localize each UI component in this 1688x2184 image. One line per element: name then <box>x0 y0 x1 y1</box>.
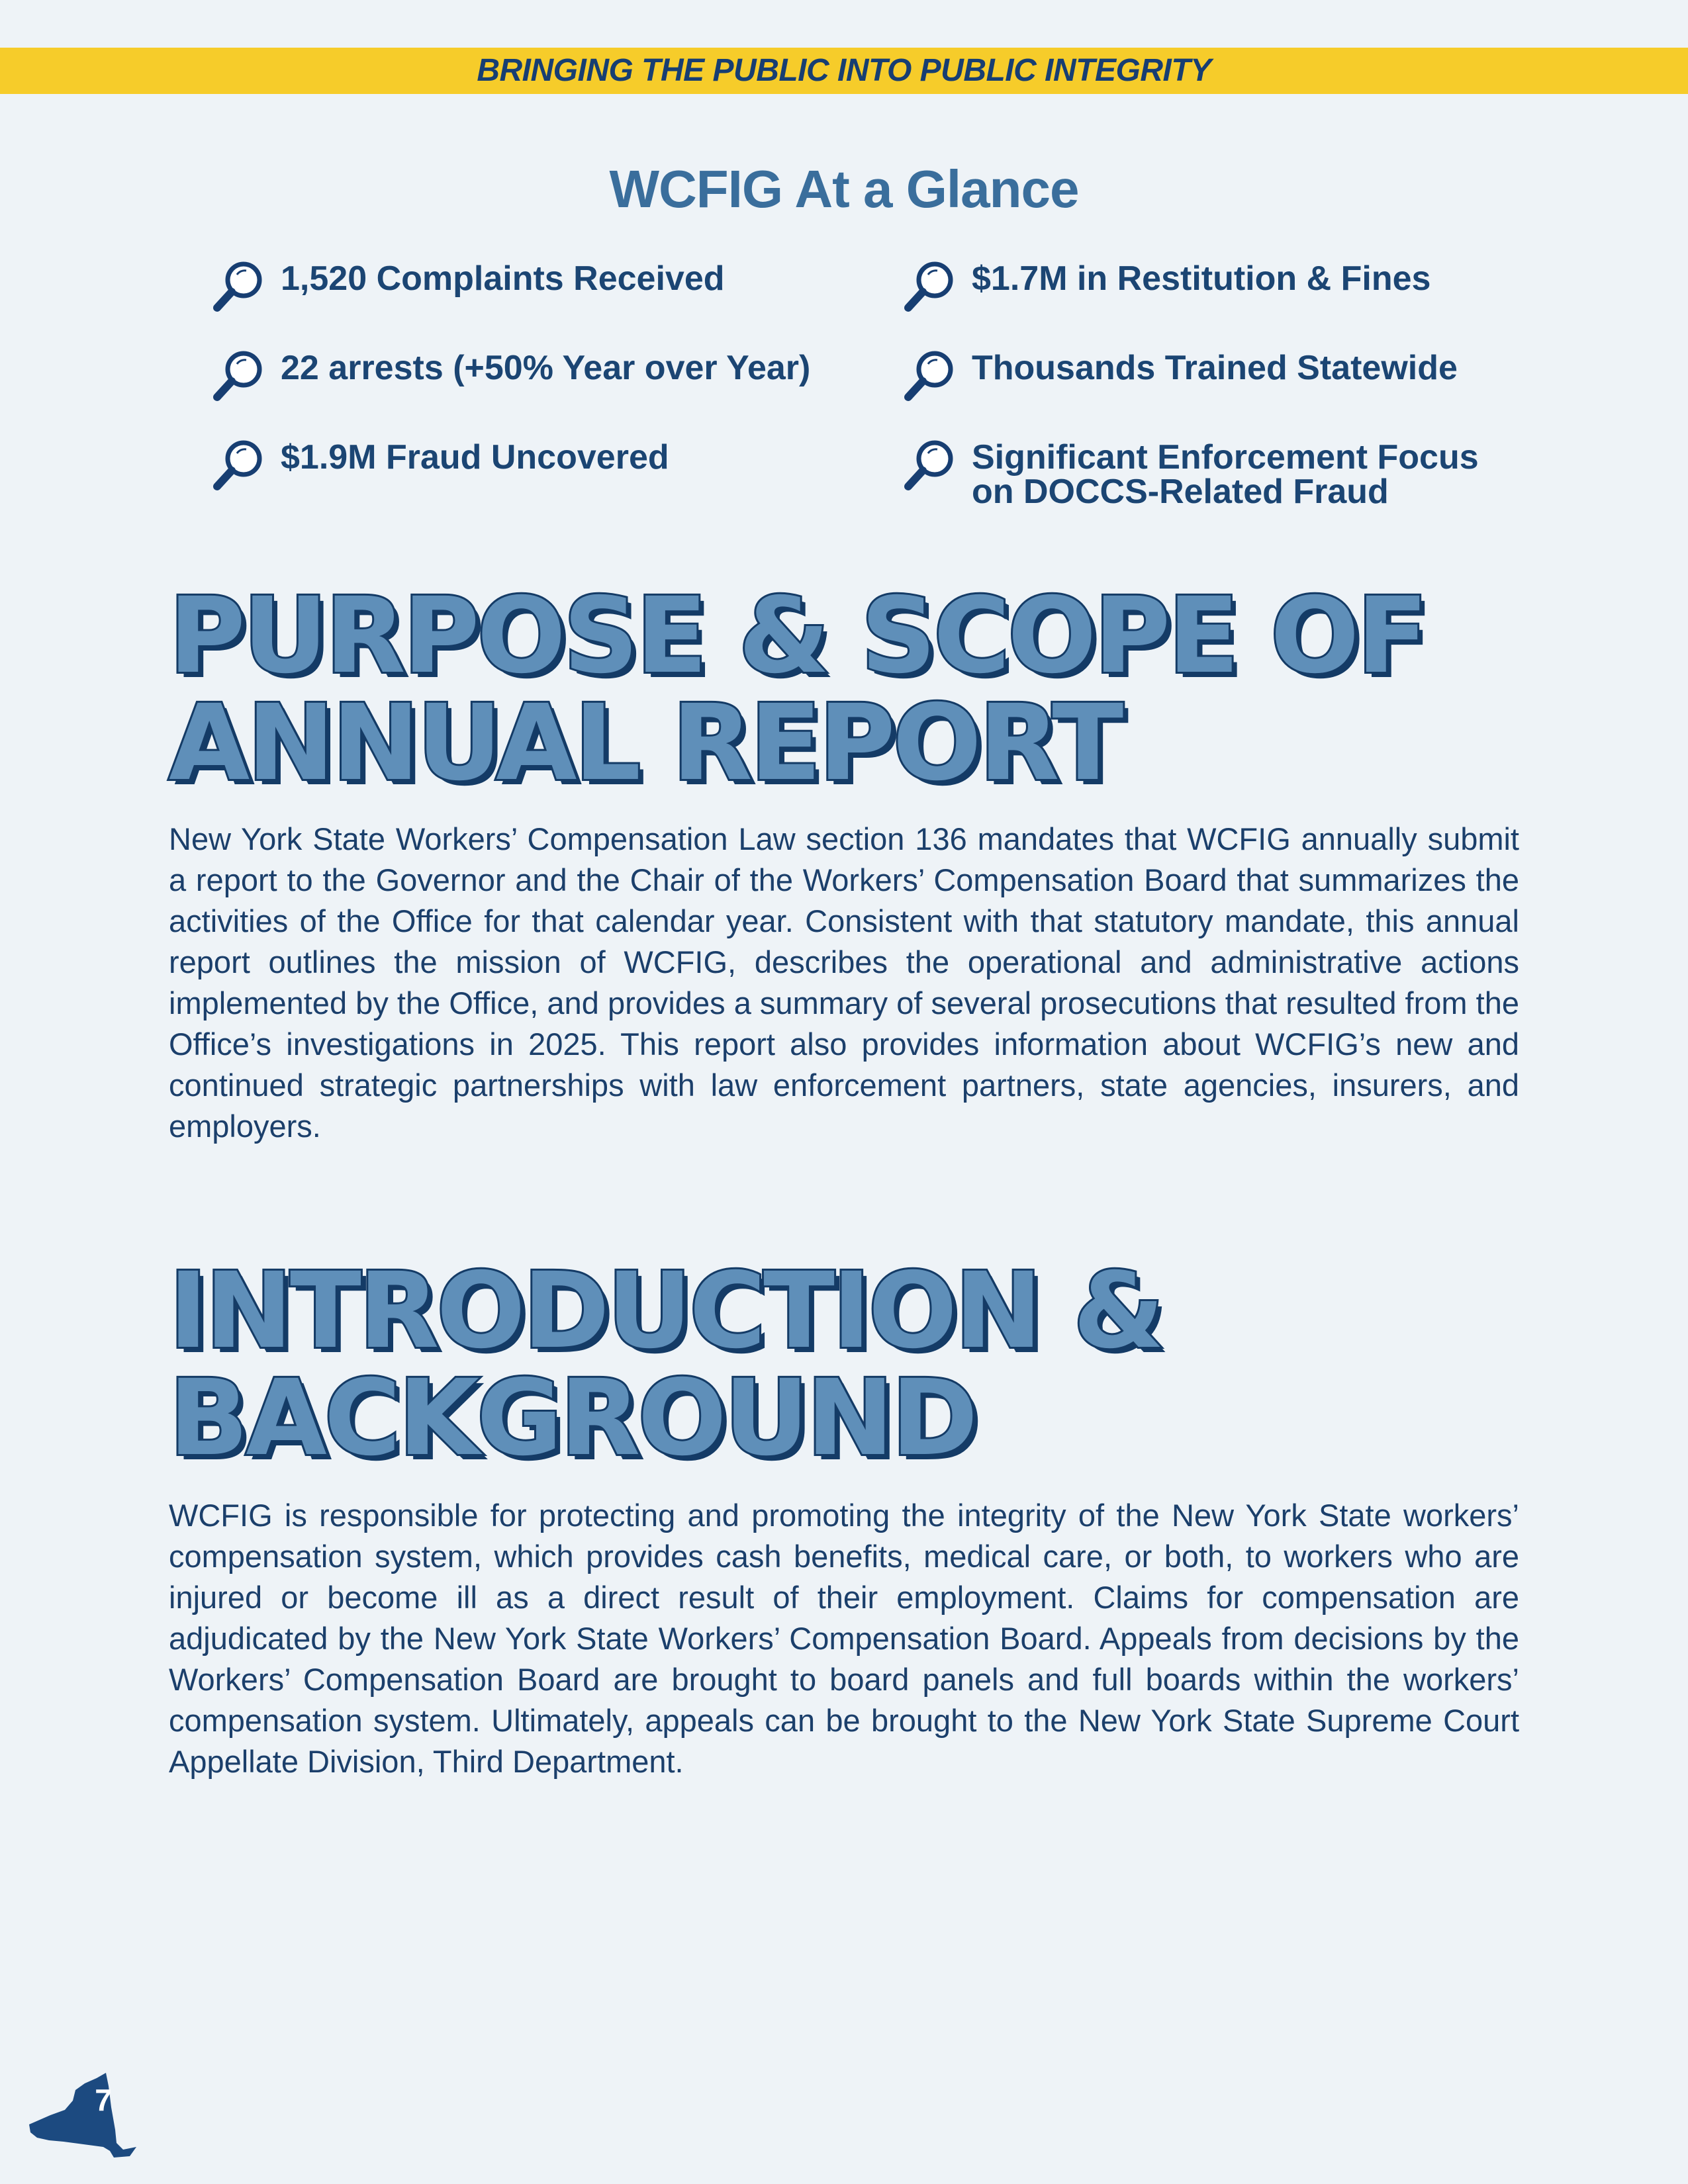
magnifying-glass-icon <box>902 347 959 404</box>
stat-arrests <box>211 351 810 404</box>
stat-fraud-uncovered <box>211 440 669 493</box>
stat-label: $1.9M Fraud Uncovered <box>281 438 669 477</box>
purpose-body: New York State Workers’ Compensation Law section 136 mandates that WCFIG annually submit a report to the Governor and the Chair of the Workers’ Compensation Board that summarizes the activities of the Office for that calendar year. Consistent with that statutory mandate, this annual report outlines the mission of WCFIG, describes the operational and administrative actions implemented by the Office, and provides a summary of several prosecutions that resulted from the Office’s investigations in 2025. This report also provides information about WCFIG’s new and continued strategic partnerships with law enforcement partners, state agencies, insurers, and employers. <box>169 821 1519 1144</box>
magnifying-glass-icon <box>902 257 959 314</box>
glance-title: WCFIG At a Glance <box>609 159 1079 218</box>
header-banner <box>0 48 1688 94</box>
stat-label: $1.7M in Restitution & Fines <box>972 259 1431 298</box>
magnifying-glass-icon <box>211 347 267 404</box>
introduction-heading: INTRODUCTION & BACKGROUND <box>169 1250 1162 1479</box>
stat-label: 22 arrests (+50% Year over Year) <box>281 349 811 387</box>
purpose-heading: PURPOSE & SCOPE OF ANNUAL REPORT <box>169 575 1426 804</box>
magnifying-glass-icon <box>902 436 959 493</box>
stat-enforcement-focus <box>902 440 1479 509</box>
page-number: 7 <box>95 2083 112 2117</box>
stat-label: Significant Enforcement Focus on DOCCS-Related Fraud <box>972 438 1479 511</box>
introduction-body: WCFIG is responsible for protecting and promoting the integrity of the New York State workers’ compensation system, which provides cash benefits, medical care, or both, to workers who are injured or become ill as a direct result of their employment. Claims for compensation are adjudicated by the New York State Workers’ Compensation Board. Appeals from decisions by the Workers’ Compensation Board are brought to board panels and full boards within the workers’ compensation system. Ultimately, appeals can be brought to the New York State Supreme Court Appellate Division, Third Department. <box>169 1498 1519 1779</box>
magnifying-glass-icon <box>211 257 267 314</box>
banner-text: BRINGING THE PUBLIC INTO PUBLIC INTEGRITY <box>477 53 1211 88</box>
stat-restitution <box>902 261 1430 314</box>
stat-complaints <box>211 261 725 314</box>
stat-label: 1,520 Complaints Received <box>281 259 725 298</box>
stat-label: Thousands Trained Statewide <box>972 349 1458 387</box>
page-number-badge <box>24 2064 143 2163</box>
magnifying-glass-icon <box>211 436 267 493</box>
stat-trained <box>902 351 1458 404</box>
